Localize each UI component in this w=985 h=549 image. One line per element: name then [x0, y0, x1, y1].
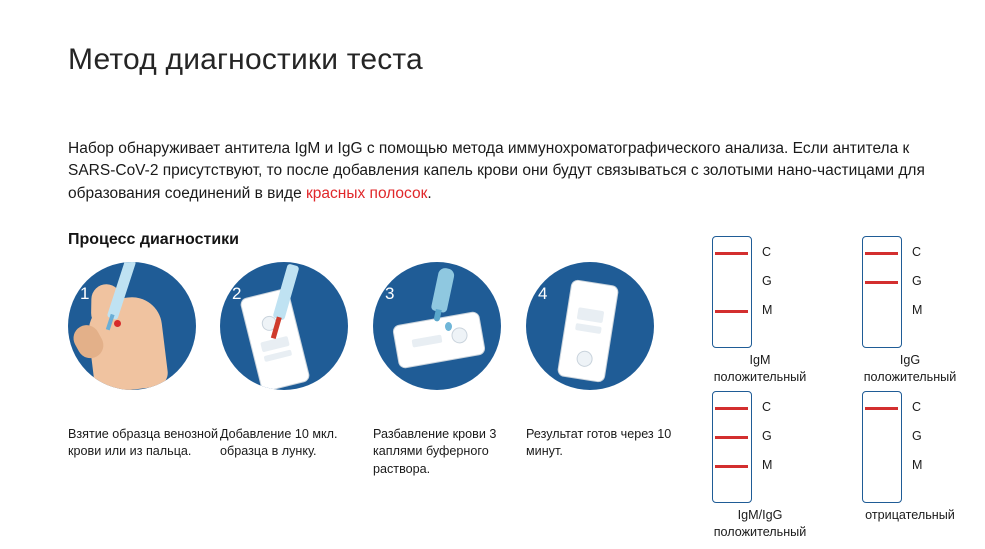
step-3-illustration — [373, 262, 501, 390]
step-1-caption: Взятие образца венозной крови или из пальца. — [68, 427, 219, 459]
label-c: C — [912, 245, 922, 259]
step-3-caption: Разбавление крови 3 каплями буферного раствора. — [373, 427, 497, 476]
page-title: Метод диагностики теста — [68, 43, 423, 76]
result-interpretation-legend — [690, 236, 980, 539]
result-strip-igm-positive — [690, 236, 830, 348]
test-cassette-icon — [557, 279, 620, 383]
result-strip-igm-igg-positive — [690, 391, 830, 503]
igg-band — [865, 281, 898, 284]
result-caption: IgM положительный — [713, 353, 807, 384]
label-c: C — [762, 400, 772, 414]
result-strip-negative — [840, 391, 980, 503]
label-m: M — [912, 303, 923, 317]
igm-band — [715, 310, 748, 313]
result-strip-igg-positive — [840, 236, 980, 348]
result-igg-positive — [840, 236, 980, 384]
result-window-strip-icon — [575, 323, 602, 334]
result-caption: отрицательный — [865, 508, 955, 522]
control-band — [715, 252, 748, 255]
intro-text-after: . — [427, 184, 432, 202]
result-caption: IgG положительный — [863, 353, 957, 384]
step-1-illustration — [68, 262, 196, 390]
sample-well-icon — [575, 350, 593, 368]
label-g: G — [912, 274, 922, 288]
control-band — [715, 407, 748, 410]
intro-text-before: Набор обнаруживает антитела IgM и IgG с помощью метода иммунохроматографического анализа. Если антитела к SARS-CoV-2 присутствуют, то после добавления капель крови они будут связываться с золотыми нано-частицами для образования соединений в виде — [68, 140, 925, 202]
label-c: C — [912, 400, 922, 414]
diagnostic-steps — [68, 262, 672, 502]
step-4 — [526, 262, 672, 459]
step-1-number: 1 — [80, 284, 90, 303]
result-negative — [840, 391, 980, 522]
control-band — [865, 252, 898, 255]
intro-paragraph — [68, 138, 928, 205]
control-band — [865, 407, 898, 410]
test-strip-icon — [862, 391, 902, 503]
result-igm-igg-positive — [690, 391, 830, 539]
step-2-caption: Добавление 10 мкл. образца в лунку. — [220, 427, 338, 459]
step-4-caption: Результат готов через 10 минут. — [526, 427, 672, 459]
label-m: M — [762, 303, 773, 317]
result-caption: IgM/IgG положительный — [713, 508, 807, 539]
label-m: M — [912, 458, 923, 472]
label-g: G — [762, 274, 772, 288]
intro-text-highlight: красных полосок — [306, 184, 428, 202]
igm-band — [715, 465, 748, 468]
buffer-drop-icon — [445, 322, 452, 331]
label-g: G — [912, 429, 922, 443]
blood-drop-icon — [114, 320, 121, 327]
test-strip-icon — [712, 391, 752, 503]
sample-well-icon — [450, 326, 469, 345]
step-2-number: 2 — [232, 284, 242, 303]
step-2-illustration — [220, 262, 348, 390]
step-4-number: 4 — [538, 284, 548, 303]
step-3-number: 3 — [385, 284, 395, 303]
step-2 — [220, 262, 355, 459]
test-strip-icon — [712, 236, 752, 348]
result-igm-positive — [690, 236, 830, 384]
label-m: M — [762, 458, 773, 472]
result-window-icon — [577, 307, 605, 323]
result-window-strip-icon — [264, 349, 293, 362]
buffer-dropper-icon — [431, 267, 456, 313]
label-c: C — [762, 245, 772, 259]
igg-band — [715, 436, 748, 439]
result-window-icon — [412, 335, 443, 348]
step-3 — [373, 262, 508, 476]
section-heading: Процесс диагностики — [68, 231, 240, 248]
label-g: G — [762, 429, 772, 443]
step-4-illustration — [526, 262, 654, 390]
test-strip-icon — [862, 236, 902, 348]
hand-icon — [85, 294, 170, 390]
step-1 — [68, 262, 219, 459]
